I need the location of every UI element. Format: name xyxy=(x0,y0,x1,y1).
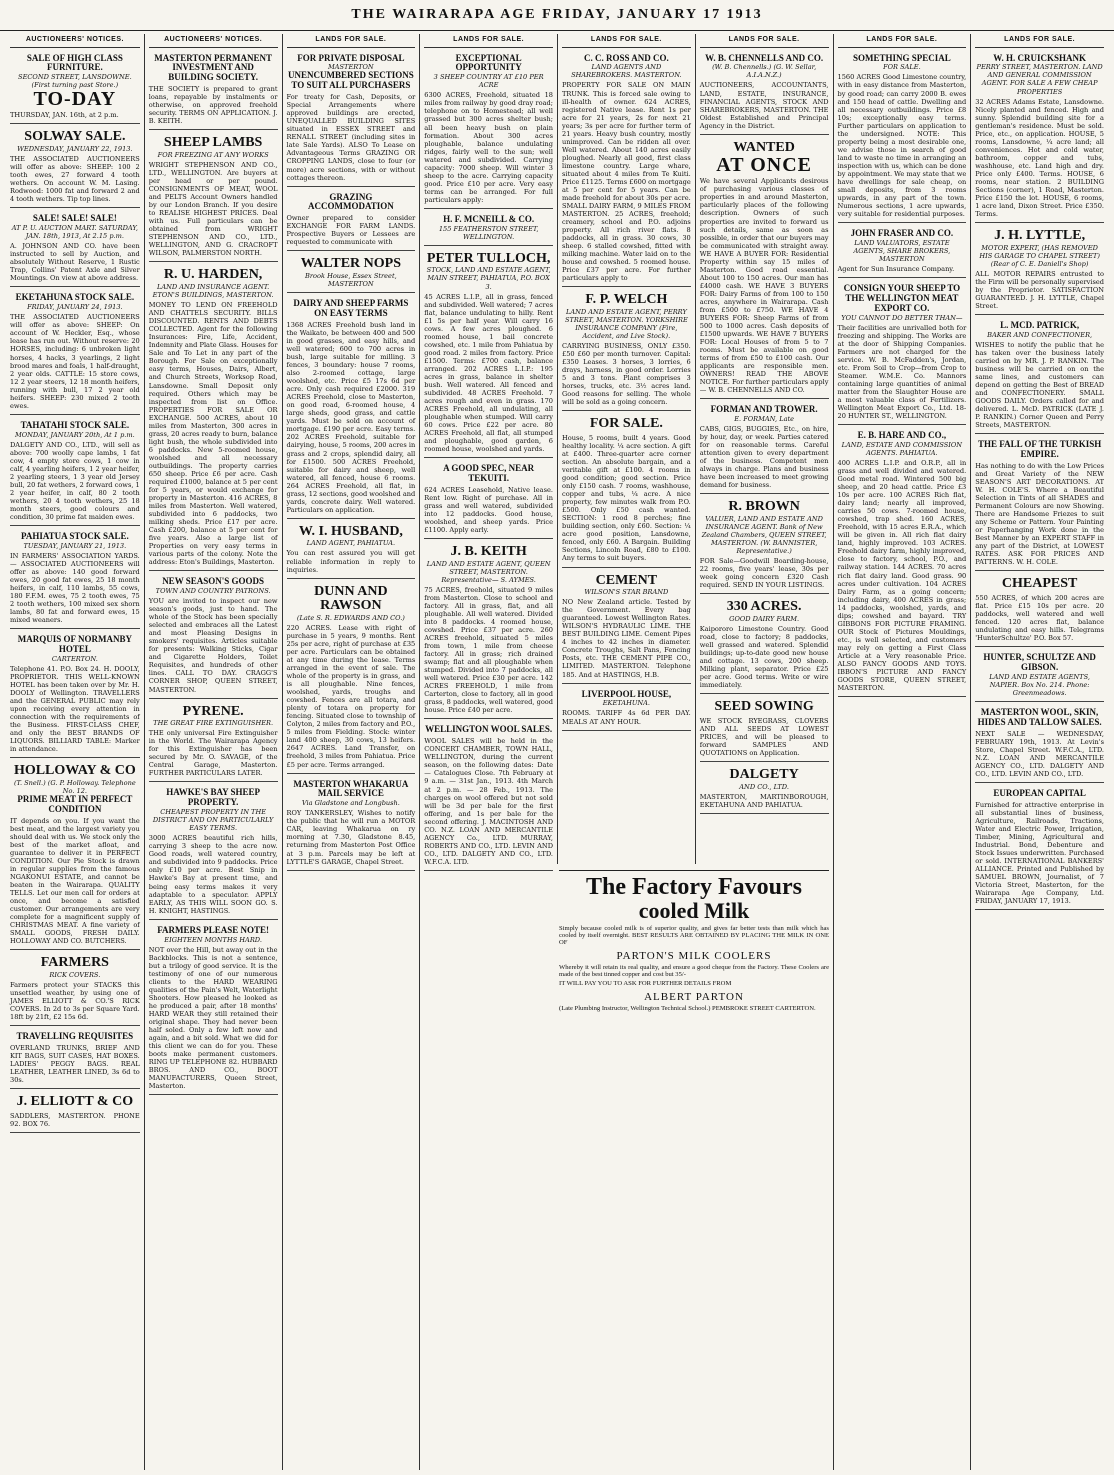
ad-subtitle: CARTERTON. xyxy=(51,654,98,663)
ad-body: 45 ACRES L.I.P., all in grass, fenced and subdivided. Well watered; 7 acres flat, balance undulating to hilly. Rent £1 5s per half year. Will carry 16 cows. A few acres ploughed. 6 roomed house, 1 bail concrete cowshed, etc. 1 mile from Pahiatua by good road. 2 miles from factory. Price £1500. Terms: £700 cash, balance arranged. 202 ACRES L.I.P.: 195 acres in grass, balance in shelter bush. Well watered. All fenced and subdivided. 48 ACRES Freehold. 7 acres rough and even in grass. 170 ACRES Freehold, all undulating, all ploughable when stumped. Will carry 60 cows. Price £22 per acre. 80 ACRES Freehold, all flat, all stumped and ploughable, good garden, 6 roomed house, woolshed and yards. xyxy=(424,292,553,454)
ad-title: W. B. CHENNELLS AND CO. xyxy=(705,52,824,63)
ad-subtitle: TOWN AND COUNTRY PATRONS. xyxy=(155,587,271,596)
advertisement xyxy=(562,414,691,567)
ad-body: CABS, GIGS, BUGGIES, Etc., on hire, by hour, day, or week. Parties catered for on reasonable terms. Careful attention given to every department of the business. Competent men always in charge. Plans and business have been increased to meet growing demand for business. xyxy=(699,425,829,490)
column-heading: LANDS FOR SALE. xyxy=(287,34,416,48)
ad-body: WOOL SALES will be held in the CONCERT CHAMBER, TOWN HALL, WELLINGTON, during the current season, on the following dates: Date — Catalogues Close. 7th February at 9 a.m. — 31st Jan., 1913. 4th March at 2 p.m. — 28 Feb., 1913. The charges on wool offered but not sold will be 3d per bale for the first offering, and 1s per bale for the second offering. J. MACINTOSH AND CO. N.Z. LOAN AND MERCANTILE AGENCY Co., LTD. MURRAY, ROBERTS AND CO., LTD. LEVIN AND CO., LTD. DALGETY AND CO., LTD. W.F.C.A. LTD. xyxy=(424,737,553,866)
advertisement xyxy=(10,529,140,629)
ad-subtitle: RICK COVERS. xyxy=(49,971,101,980)
ad-body: PROPERTY FOR SALE ON MAIN TRUNK. This is forced sale owing to ill-health of owner. 624 ACRES, registered Native lease. Rent 1s per acre for 21 years, 2s for next 21 years; 3s per acre for further term of 21 years. Heavy bush country, mostly unimproved. Can be ridden all over. Well watered. About 140 acres easily ploughed. Nearly all good, first class limestone country. Large whare, situated about 4 miles from Te Kuiti. Price £1125. Terms £600 on mortgage at 5 per cent for 5 years. Can be made freehold for about 30s per acre. SMALL DAIRY FARM, 9 MILES FROM MASTERTON. 25 ACRES, freehold; creamery, school and P.O. adjoins property. All rich river flats. 8 paddocks, all in grass. 30 cows, 30 sheep. 6 stalled cowshed, fitted with milking machine. Water laid on to the house and cowshed. 5 roomed house. Price £37 per acre. For further particulars apply to xyxy=(562,81,691,283)
advertisement xyxy=(424,212,553,246)
advertisement xyxy=(10,1092,140,1133)
ad-title: WALTER NOPS xyxy=(300,256,401,272)
ad-body: ALL MOTOR REPAIRS entrusted to the Firm will be personally supervised by the Proprietor. SATISFACTION GUARANTEED. J. H. LYTTLE, Chapel Street. xyxy=(975,269,1104,310)
ad-body: 220 ACRES. Lease with right of purchase in 5 years, 9 months. Rent 25s per acre, right of purchase at £35 per acre. Particulars can be obtained at any time during the lease. Terms arranged in the event of sale. The whole of the property is in grass, and is all ploughable. Nine fences, woolshed, yards, troughs and cowshed. Fences are all totara, and plenty of totara on property for fencing. Situated close to township of Colyton, 2 miles from factory and P.O., 5 miles from Fielding. Stock: winter land 400 sheep, 30 cows, 13 heifers. 2647 ACRES. Land Transfer, on freehold, 3 miles from Pahiatua. Price £5 per acre. Terms arranged. xyxy=(286,623,416,769)
ad-subtitle: LAND AGENT, PAHIATUA. xyxy=(306,539,396,548)
ad-body: SADDLERS, MASTERTON. PHONE 92. BOX 76. xyxy=(10,1111,140,1128)
advertisement xyxy=(10,761,140,950)
ad-title: PAHIATUA STOCK SALE. xyxy=(20,530,129,541)
factory-advertiser-name: ALBERT PARTON xyxy=(644,991,744,1004)
ad-subtitle: MONDAY, JANUARY 20th, At 1 p.m. xyxy=(15,430,135,439)
ad-subtitle: EIGHTEEN MONTHS HARD. xyxy=(164,935,262,944)
advertisement xyxy=(700,402,829,494)
advertisement xyxy=(424,722,553,870)
advertisement xyxy=(700,138,829,400)
advertisement xyxy=(700,497,829,594)
advertisement xyxy=(975,226,1104,315)
ad-subtitle: CHEAPEST PROPERTY IN THE DISTRICT AND ON PARTICULARLY EASY TERMS. xyxy=(152,808,274,833)
ad-body: NO New Zealand article. Tested by the Government. Every bag guaranteed. Lowest Wellington Rates. WILSON'S HYDRAULIC LIME. THE BEST BUILDING LIME. Cement Pipes 4 inches to 42 inches in diameter. Concrete Troughs, Salt Pans, Fencing Posts, etc. THE CEMENT PIPE CO., LIMITED. MASTERTON. Telephone 185. And at HASTINGS, H.B. xyxy=(562,598,691,679)
ad-body: CARRYING BUSINESS, ONLY £350. £50 £60 per month turnover. Capital: £350 Leases. 3 horses, 3 lorries, 6 drays, harness, in good order. Lorries 5 and 3 tons. Plant comprises 3 horses, trucks, etc. 3½ acres land. Good reasons for selling. The whole will be sold as a going concern. xyxy=(562,342,691,407)
column-heading: LANDS FOR SALE. xyxy=(838,34,967,48)
ad-subtitle: (Late S. R. EDWARDS AND CO.) xyxy=(296,613,405,622)
ad-title: SHEEP LAMBS xyxy=(163,135,263,151)
ad-body: Their facilities are unrivalled both for freezing and shipping. The Works are at the door of Shipping Companies. Farmers are not charged for the service. W. B. McFadden's, Jordan, etc. From Soil to Crop—from Crop to Steamer. W.M.E. Co. Mannors containing large quantities of animal matter from the Slaughter House are a most valuable class of Fertilizers. Wellington Meat Export Co., Ltd. 18-20 HUNTER ST., WELLINGTON. xyxy=(837,323,967,421)
advertisement xyxy=(424,461,553,539)
ad-subtitle: SECOND STREET, LANSDOWNE. (First turning past Store.) xyxy=(18,73,132,90)
ad-subtitle: Brook House, Essex Street, MASTERTON xyxy=(305,272,397,289)
ad-body: 400 ACRES L.I.P. and O.R.P., all in grass and well divided and watered. Good metal road. Wintered 500 big sheep, and 20 head cattle. Price £3 10s per acre. 100 ACRES Rich flat, dairy land; nearly all improved, carries 50 cows. 7-roomed house, cowshed, trap shed. 160 ACRES, Freehold, with 15 acres E.R.A., which will be given in. All rich flat dairy land, highly improved. 103 ACRES. Freehold dairy farm, highly improved, close to factory, school, P.O., and railway station. 144 ACRES. 70 acres rich flat dairy land. Good grass. 90 acres under cultivation. 104 ACRES Dairy Farm, as a going concern; including dairy, 400 ACRES in grass; 14 paddocks, woolshed, yards, and dips; cowshed and bayard. TRY GIBBONS FOR PICTURE FRAMING. OUR Stock of Pictures Mouldings, etc., is well selected, and customers may rely on getting a First Class Article at a Very reasonable Price. ALSO FANCY GOODS AND TOYS. IBBON'S PICTURE AND FANCY GOODS STORE, QUEEN STREET, MASTERTON. xyxy=(837,459,967,692)
ad-title: TRAVELLING REQUISITES xyxy=(16,1031,134,1042)
ad-title: FARMERS xyxy=(40,955,109,971)
ad-title: HOLLOWAY & CO xyxy=(13,763,136,779)
ad-subtitle: WEDNESDAY, JANUARY 22, 1913. xyxy=(17,145,133,154)
ad-body: DALGETY AND CO., LTD., will sell as above: 700 woolly cape lambs, 1 fat cow, 4 empty store cows, 1 cow in calf, 4 yearling heifers, 1 2 year heifer, 2 yearling steers, 1 3 year old Jersey bull, 20 fat wethers, 2 forward cows, 1 2 year heifer, in calf, 80 2 tooth wethers, 20 4 tooth wethers, 25 18 month steers, good colours and condition, 30 prime fat maiden ewes. xyxy=(10,440,140,521)
ad-body: 1560 ACRES Good Limestone country, with in easy distance from Masterton, by good road; can carry 2000 B. ewes and 150 head of cattle. Dwelling and all necessary outbuildings. Price £8 10s; exceptionally easy terms. Further particulars on application to the undersigned. NOTE: This property being a most desirable one, we advise those in search of good land to waste no time in arranging an inspection with us, which can be done by appointment. We may state that we have dwellings for sale cheap, on small deposits, from 3 rooms upwards, in any part of the town. Numerous sections, 1 acre upwards, very suitable for residential purposes. xyxy=(837,73,967,218)
ad-title: F. P. WELCH xyxy=(585,292,668,308)
ad-body: A. JOHNSON AND CO. have been instructed to sell by Auction, and absolutely Without Reserve, 1 Rustic Trap, Collins' Patent Axle and Silver Mountings. On view at above address. xyxy=(10,242,140,283)
factory-milk-ad xyxy=(559,870,829,1012)
ad-body: NEXT SALE — WEDNESDAY, FEBRUARY 19th, 1913. At Levin's Store, Chapel Street. W.F.C.A., LTD. N.Z. LOAN AND MERCANTILE AGENCY CO., LTD. DALGETY AND CO., LTD. LEVIN AND CO., LTD. xyxy=(975,729,1104,779)
ad-title: EUROPEAN CAPITAL xyxy=(993,788,1086,799)
advertisement xyxy=(10,51,140,125)
ad-body: Furnished for attractive enterprise in all substantial lines of business, Agriculture, Railroads, Tractions, Water and Electric Power, Irrigation, Timber, Mining, Agricultural and Industrial. Bond, Debenture and Stock Issues underwritten. Purchased or sold. INTERNATIONAL BANKERS' ALLIANCE. Printed and Published by SAMUEL BROWN, Journalist, of 7 Victoria Street, Masterton, for the Wairarapa Age Company, Ltd. FRIDAY, JANUARY 17, 1913. xyxy=(975,801,1104,906)
ad-title: FARMERS PLEASE NOTE! xyxy=(157,924,270,935)
advertisement xyxy=(10,953,140,1026)
ad-subtitle: WILSON'S STAR BRAND xyxy=(584,588,669,597)
ad-body: 1368 ACRES Freehold bush land in the Waikato, be between 400 and 500 in good grasses, and easy hills, and well watered; 600 to 700 acres in bush, large suitable for milling. 3 fences, 3 boundary: house 7 rooms, also 2-roomed cottage, large woolshed, etc. Price £5 17s 6d per acre. Only cash required £2000. 319 ACRES Freehold, close to Masterton, on good road, 6-roomed house, 4 large sheds, good grass, and cattle yards. Must be sold on account of mortgage. £190 per acre. Easy terms. 202 ACRES Freehold, suitable for dairying, house, 5 rooms, 200 acres in grass and 2 crops, splendid dairy, all for £1500. 500 ACRES Freehold, suitable for dairy and sheep, well watered, all fenced, house 6 rooms. 264 ACRES Freehold, all flat, in grass, 12 sections, good woolshed and yards, concrete dairy. Well watered. Particulars on application. xyxy=(286,321,416,514)
ad-subtitle: LAND AND ESTATE AGENT, QUEEN STREET, MASTERTON. Representative— S. AYMES. xyxy=(426,559,551,584)
ad-title: SEED SOWING xyxy=(714,699,814,715)
advertisement xyxy=(975,318,1104,434)
ad-display-line: AT ONCE xyxy=(716,154,812,177)
advertisement xyxy=(10,418,140,526)
advertisement xyxy=(149,702,278,783)
advertisement xyxy=(562,290,691,411)
ad-title: WELLINGTON WOOL SALES. xyxy=(425,724,553,735)
column-heading: LANDS FOR SALE. xyxy=(975,34,1104,48)
ad-body: THURSDAY, JAN. 16th, at 2 p.m. xyxy=(10,111,119,120)
ad-title: EKETAHUNA STOCK SALE. xyxy=(15,292,135,303)
ad-subtitle: AND CO., LTD. xyxy=(739,782,789,791)
ad-subtitle: FOR SALE. xyxy=(883,63,921,72)
ad-title: MARQUIS OF NORMANBY HOTEL xyxy=(17,634,132,655)
ad-subtitle: LAND AND INSURANCE AGENT. ETON'S BUILDINGS, MASTERTON. xyxy=(152,283,274,300)
ad-title: 330 ACRES. xyxy=(726,599,802,615)
advertisement xyxy=(149,574,278,698)
column-7 xyxy=(833,34,971,1470)
ad-display-line: UNENCUMBERED SECTIONS TO SUIT ALL PURCHASERS xyxy=(287,70,414,91)
ad-title: WANTED xyxy=(733,139,795,155)
advertisement xyxy=(562,571,691,684)
factory-headline-1: The Factory Favours xyxy=(586,874,802,900)
ad-body: 3000 ACRES beautiful rich hills, carrying 3 sheep to the acre now. Good roads, well watered country, and subdivided into 9 paddocks. Price only £10 per acre. Best Snip in Hawke's Bay at present time, and being easy terms makes it very adaptable to a speculator. APPLY EARLY, AS THIS WILL SOON GO. S. H. KNIGHT, HASTINGS. xyxy=(148,834,278,915)
ad-title: SALE OF HIGH CLASS FURNITURE. xyxy=(26,52,123,73)
ad-body: 6300 ACRES, Freehold, situated 18 miles from railway by good dray road; telephone on to Homestead; all well grassed but 300 acres shelter bush; all been heavy bush on plain formation. About 300 acres ploughable, balance undulating ridges, fairly well to the sun; well watered and subdivided. Carrying capacity: 7000 sheep. Will winter 3 sheep to the acre. Carrying capacity good. Price £10 per acre. Very easy terms can be arranged. For full particulars apply: xyxy=(424,91,553,204)
ad-subtitle: FRIDAY, JANUARY 24, 1913. xyxy=(27,303,123,312)
ad-body: IT depends on you. If you want the best meat, and the largest variety you should deal with us. We stock only the best of the market afloat, and guarantee to deliver it in PERFECT CONDITION. Our Pie Stock is drawn in regular supplies from the famous NGAKONUI ESTATE, and cannot be beaten in the Wairarapa. QUALITY TELLS. Let our men call for orders at once, and become a satisfied customer. Our arrangements are very complete for a magnificent supply of CHRISTMAS MEAT. A fine variety of SMALL GOODS, FRESH DAILY. HOLLOWAY AND CO. BUTCHERS. xyxy=(10,816,140,946)
advertisement xyxy=(562,51,691,288)
ad-title: CHEAPEST xyxy=(1001,576,1078,592)
ad-body: Kaipororo Limestone Country. Good road, close to factory; 8 paddocks, well grassed and watered. Splendid buildings; up-to-date good new house and cottage. 13 cows, 200 sheep. Milking plant, separator. Price £25 per acre. Good terms. Write or wire immediately. xyxy=(699,625,829,690)
column-heading: AUCTIONEERS' NOTICES. xyxy=(10,34,140,48)
ad-subtitle: Via Gladstone and Longbush. xyxy=(301,799,400,808)
advertisement xyxy=(149,51,278,131)
ad-body: THE SOCIETY is prepared to grant loans, repayable by instalments or otherwise, on approved freehold security. TERMS ON APPLICATION. J. B. KEITH. xyxy=(148,85,278,126)
advertisement xyxy=(975,51,1104,223)
ad-body: Telephone 41. P.O. Box 24. H. DOOLY, PROPRIETOR. THIS WELL-KNOWN HOTEL has been taken over by Mr. H. DOOLY of Wellington. TRAVELLERS and the GENERAL PUBLIC may rely upon receiving every attention in connection with the requirements of the Business. FIRST-CLASS CHEF, and only the BEST BRANDS OF LIQUORS. BILLIARD TABLE: Marker in attendance. xyxy=(10,664,140,754)
ad-title: FOR PRIVATE DISPOSAL xyxy=(297,52,405,63)
ad-subtitle: LAND AND ESTATE AGENT, PERRY STREET, MASTERTON. YORKSHIRE INSURANCE COMPANY (Fire, Accident, and Live Stock). xyxy=(564,307,688,341)
column-6 xyxy=(695,34,833,864)
advertisement xyxy=(10,290,140,414)
ad-subtitle: VALUER, LAND AND ESTATE AND INSURANCE AGENT. Bank of New Zealand Chambers, QUEEN STREET, MASTERTON. (W. BANNISTER, Representative.) xyxy=(701,515,827,556)
ad-title: FOR SALE. xyxy=(589,416,663,432)
ad-title: J. H. LYTTLE, xyxy=(994,228,1086,244)
factory-body-1: Simply because cooled milk is of superior quality, and gives far better tests than milk which has cooled by itself overnight. BEST RESULTS ARE OBTAINED BY PLACING THE MILK IN ONE OF xyxy=(559,925,829,947)
ad-title: MASTERTON WHAKARUA MAIL SERVICE xyxy=(293,778,409,799)
advertisement xyxy=(700,51,829,135)
ad-title: HAWKE'S BAY SHEEP PROPERTY. xyxy=(166,787,261,808)
ad-body: THE ASSOCIATED AUCTIONEERS will offer as above: SHEEP: On account of W. Heckler, Esq., whose lease has run out. Without reserve: 20 HORSES, including: 6 unbroken light horses, 4 hacks, 3 yearlings, 2 light brood mares and foals, 1 half-draught, 2 year olds. CATTLE: 15 store cows, 12 2 year steers, 12 18 month heifers, running with bull, 17 2 year old heifers. SHEEP: 230 mixed 2 tooth ewes. xyxy=(10,313,140,410)
ad-subtitle: 155 FEATHERSTON STREET, WELLINGTON. xyxy=(438,224,539,241)
ad-body: THE only universal Fire Extinguisher in the World. The Wairarapa Agency for this Extinguisher has been secured by Mr. O. SAVAGE, of the Central Garage, Masterton. FURTHER PARTICULARS LATER. xyxy=(148,729,278,778)
ad-body: 624 ACRES Leasehold, Native lease. Rent low. Right of purchase. All in grass and well watered, subdivided into 12 paddocks. Good house, woolshed, and sheep yards. Price £1100. Apply early. xyxy=(424,485,553,535)
column-heading: LANDS FOR SALE. xyxy=(700,34,829,48)
ad-body: IN FARMERS' ASSOCIATION YARDS.— ASSOCIATED AUCTIONEERS will offer as above: 140 good forward ewes, 20 good fat ewes, 25 18 month heifers, in calf, 110 lambs, 55 cows, 180 F.F.M. ewes, 75 2 tooth ewes, 75 2 tooth wethers, 100 mixed sex shorn lambs, 80 fat and forward ewes, 15 mixed weaners. xyxy=(10,551,140,625)
ad-title: LIVERPOOL HOUSE, xyxy=(581,688,672,699)
advertisement xyxy=(149,265,278,571)
ad-title: R. U. HARDEN, xyxy=(163,267,263,283)
ad-subtitle: LAND VALUATORS, ESTATE AGENTS, SHARE BROKERS, MASTERTON xyxy=(853,238,951,263)
ad-title: MASTERTON WOOL, SKIN, HIDES AND TALLOW SALES. xyxy=(977,707,1102,728)
ad-body: House, 5 rooms, built 4 years. Good healthy locality. ¼ acre section. A gift at £400. Three-quarter acre corner section. An absolute bargain, and a veritable gift at £100. 4 rooms in good condition; good section. Price only £150 cash. 7 rooms, washhouse, copper and tubs, ¼ acre. A nice property, few minutes walk from P.O. £500. Only £50 cash wanted. SECTION: 1 rood 8 perches; fine building section, only £60. Section: ¼ acre good position, Lansdowne, fenced, only £60. A Bargain. Building Sections, Lincoln Road, £80 to £100. Any terms to suit buyers. xyxy=(562,434,691,563)
ad-body: NOT over the Hill, but away out in the Backblocks. This is not a sentence, but a trilogy of good service. It is the testimony of one of our numerous clients to the HARD WEARING qualities of the Pain's Welt, Waterlight Shooters. How pleased he looked as he produced a pair, after 18 months' HARD WEAR they still retained their original shape. They had never been half soled. Only a few left now and again, and a bit sold. What we did for this client we can do for you. These boots make permanent customers. RING UP TELEPHONE 82. HUBBARD BROS. AND CO., BOOT MANUFACTURERS, Queen Street, Masterton. xyxy=(148,945,278,1091)
ad-subtitle: PERRY STREET, MASTERTON. LAND AND GENERAL COMMISSION AGENT. FOR SALE A FEW CHEAP PROPERTIES xyxy=(976,63,1103,96)
advertisement xyxy=(10,211,140,287)
ad-body: 550 ACRES, of which 200 acres are flat. Price £15 10s per acre. 20 paddocks, well watered and well fenced. 120 acres flat, balance undulating and easy hills. Telegrams 'HunterSchultze' P.O. Box 57. xyxy=(975,594,1104,643)
ad-subtitle: MASTERTON xyxy=(328,63,374,72)
ad-title: R. BROWN xyxy=(728,499,800,515)
ad-display-line: PRIME MEAT IN PERFECT CONDITION xyxy=(17,794,133,814)
ad-title: SOMETHING SPECIAL xyxy=(852,52,951,63)
ad-title: A GOOD SPEC, NEAR TEKUITI. xyxy=(443,463,535,484)
ad-title: W. I. HUSBAND, xyxy=(298,523,403,539)
ad-title: W. H. CRUICKSHANK xyxy=(993,52,1086,63)
ad-body: ROY TANKERSLEY, Wishes to notify the public that he will run a MOTOR CAR, leaving Whakarua on ry morning at 7.30, Gladstone 8.45, returning from Masterton Post Office at 3 p.m. Parcels may be left at LYTTLE'S GARAGE, Chapel Street. xyxy=(286,809,416,866)
ad-body: You can rest assured you will get reliable information in reply to inquiries. xyxy=(286,549,416,574)
factory-headline-2: cooled Milk xyxy=(638,898,750,923)
ad-body: WRIGHT STEPHENSON AND CO., LTD., WELLINGTON. Are buyers at per head or per pound. CONSIGNMENTS OF MEAT, WOOL and PELTS Account Owners handled by our London Branch. If you desire to REALISE HIGHEST PRICES. Deal with us. Full particulars can be obtained from WRIGHT STEPHENSON AND CO., LTD., WELLINGTON, AND G. CRACROFT WILSON, PALMERSTON NORTH. xyxy=(148,161,278,258)
column-1 xyxy=(6,34,144,1470)
ad-subtitle: AT P. U. AUCTION MART. SATURDAY, JAN. 18th, 1913, At 2.15 p.m. xyxy=(11,224,138,241)
ad-body: OVERLAND TRUNKS, BRIEF AND KIT BAGS, SUIT CASES, HAT BOXES. LADIES' PEGGY BAGS. REAL LEATHER, LEATHER LINED, 3s 6d to 30s. xyxy=(10,1044,140,1085)
advertisement xyxy=(287,190,416,252)
ad-body: ROOMS. TARIFF 4s 6d PER DAY. MEALS AT ANY HOUR. xyxy=(562,709,691,726)
factory-body-3: IT WILL PAY YOU TO ASK FOR FURTHER DETAILS FROM xyxy=(559,980,732,988)
column-3 xyxy=(282,34,420,1470)
ad-body: YOU are invited to inspect our new season's goods, just to hand. The whole of the Stock has been specially selected and embraces all the Latest and most Pleasing Designs in smokers' requisites. Articles suitable for presents: Walking Sticks, Cigar and Cigarette Holders, Toilet Requisites, and hundreds of other lines. CALL TO DAY. CRAGG'S CORNER SHOP, QUEEN STREET, MASTERTON. xyxy=(148,597,278,694)
advertisement xyxy=(975,705,1104,783)
advertisement xyxy=(975,574,1104,647)
ad-title: SALE! SALE! SALE! xyxy=(32,213,117,224)
column-8 xyxy=(970,34,1108,1470)
ad-title: PYRENE. xyxy=(182,703,244,719)
advertisement xyxy=(10,632,140,758)
ad-body: MONEY TO LEND ON FREEHOLD AND CHATTELS SECURITY. BILLS DISCOUNTED. RENTS AND DEBTS COLLECTED. Agent for the following Insurances: Fire, Life, Accident, Indemnity and Plate Glass. Houses for Sale and To Let in any part of the Borough. For Sale on exceptionally easy terms, Houses, Dairs, Albert, and Church Streets, Worksop Road, Lansdowne. Small Deposit only required. Others which may be inspected from list on Office. PROPERTIES FOR SALE OR EXCHANGE. 500 ACRES, about 10 miles from Masterton, 300 acres in grass, 20 acres ready to burn, balance light bush, the whole subdivided into 6 paddocks. New 5-roomed house, woolshed and all necessary outbuildings. The property carries 650 sheep. Price £6 per acre. Cash required £1000, balance at 5 per cent for 5 years, or would exchange for property in Masterton. 416 ACRES, 8 miles from Masterton. Well watered, subdivided into 6 paddocks, two milking sheds. Price £17 per acre. Cash £200, balance at 5 per cent for five years. Also a large list of Properties on very easy terms in various parts of the colony. Note the address: Eton's Buildings, Masterton. xyxy=(148,301,278,567)
ad-title: DUNN AND RAWSON xyxy=(314,583,388,614)
ad-body: Owner prepared to consider EXCHANGE FOR FARM LANDS. Prospective Buyers or Lessees are requested to communicate with xyxy=(286,214,416,247)
advertisement xyxy=(700,697,829,762)
ad-subtitle: THE GREAT FIRE EXTINGUISHER. xyxy=(153,719,274,728)
advertisement xyxy=(975,437,1104,571)
ad-title: CEMENT xyxy=(595,572,658,588)
ad-subtitle: E. FORMAN, Late xyxy=(734,415,795,424)
ad-title: HUNTER, SCHULTZE AND GIBSON. xyxy=(983,652,1096,673)
ad-subtitle: (T. Snell.) (G. P. Holloway. Telephone No. 12. xyxy=(13,779,136,796)
advertisement xyxy=(700,765,829,814)
ad-subtitle: EKETAHUNA. xyxy=(602,699,651,708)
column-2 xyxy=(144,34,282,1470)
ad-subtitle: TUESDAY, JANUARY 21, 1913. xyxy=(23,541,127,550)
ad-title: DAIRY AND SHEEP FARMS ON EASY TERMS xyxy=(293,298,409,319)
ad-body: 75 ACRES, freehold, situated 9 miles from Masterton. Close to school and factory. All in grass, flat, and all ploughable. All well watered. Divided into 8 paddocks. 4 roomed house, cowshed. Price £37 per acre. 260 ACRES freehold, situated 5 miles from town, 1 mile from cheese factory. All in grass; rich drained swamp; flat and all ploughable when stumped. Divided into 7 paddocks, all well watered. Price £30 per acre. 142 ACRES FREEHOLD, 1 mile from Carterton, close to factory, all in good grass, 8 paddocks, well watered, good house. Price £40 per acre. xyxy=(424,585,553,715)
ad-display-line: TO-DAY xyxy=(33,88,117,111)
advertisement xyxy=(287,777,416,871)
ad-title: SOLWAY SALE. xyxy=(24,129,126,145)
advertisement xyxy=(287,296,416,519)
column-heading: AUCTIONEERS' NOTICES. xyxy=(149,34,278,48)
ad-subtitle: YOU CANNOT DO BETTER THAN— xyxy=(841,313,963,322)
ad-body: 32 ACRES Adams Estate, Lansdowne. Nicely planted and fenced. High and sunny. Splendid building site for a gentleman's residence. Must be sold. Price, etc., on application. HOUSE, 5 rooms, Lansdowne, ¼ acre land; all conveniences. Hot and cold water, bathroom, copper and tubs, washhouse, etc. Land high and dry. Price only £400. Terms. HOUSE, 6 rooms, near station. 2 BUILDING Sections (corner), 1 Road, Masterton. Price £150 the lot. HOUSE, 6 rooms, 1 acre land, Dixon Street. Price £350. Terms. xyxy=(975,97,1104,218)
ad-title: FORMAN AND TROWER. xyxy=(710,404,818,415)
advertisement xyxy=(10,1029,140,1089)
advertisement xyxy=(424,249,553,458)
advertisement xyxy=(424,542,553,719)
ad-body: THE ASSOCIATED AUCTIONEERS will offer as above: SHEEP: 100 2 tooth ewes, 27 forward 4 tooth wethers. On account W. M. Lasing. Rodwood: 1000 fat and forward 2 and 4 tooth wethers. Tip top lines. xyxy=(10,155,140,204)
ad-subtitle: (W. B. Chennells.) (G. W. Sellar, A.I.A.N.Z.) xyxy=(712,63,817,80)
ad-body: For treaty for Cash, Deposits, or Special Arrangements where approved buildings are erected, UNEQUALLED BUILDING SITES situated in ESSEX STREET and RENALL STREET (including sites in late Sale Yards). ALSO To Lease on Advantageous Terms GRAZING OR CROPPING LANDS, close to four (or more) acre sections, with or without cottages thereon. xyxy=(286,93,416,182)
ad-subtitle: GOOD DAIRY FARM. xyxy=(729,615,800,624)
ad-subtitle: STOCK, LAND AND ESTATE AGENT, MAIN STREET, PAHIATUA, P.O. BOX 3. xyxy=(426,266,551,291)
advertisement xyxy=(838,281,967,425)
factory-footer: (Late Plumbing Instructor, Wellington Technical School.) PEMBROKE STREET CARTERTON. xyxy=(559,1005,816,1013)
ad-title: CONSIGN YOUR SHEEP TO THE WELLINGTON MEAT EXPORT CO. xyxy=(843,283,961,313)
advertisement xyxy=(149,923,278,1095)
ad-title: E. B. HARE AND CO., xyxy=(857,430,947,441)
advertisement xyxy=(838,226,967,278)
advertisement xyxy=(149,133,278,262)
ad-body: FOR Sale—Goodwill Boarding-house, 22 rooms, five years' lease, 30s per week going concern £320 Cash required. SEND IN YOUR LISTINGS. xyxy=(699,557,829,590)
ad-title: H. F. MCNEILL & CO. xyxy=(443,213,535,224)
column-5 xyxy=(557,34,695,864)
column-heading: LANDS FOR SALE. xyxy=(424,34,553,48)
ad-body: WE STOCK RYEGRASS, CLOVERS AND ALL SEEDS AT LOWEST PRICES, and will be pleased to forward SAMPLES AND QUOTATIONS on Application. xyxy=(699,717,829,758)
ad-title: L. MCD. PATRICK, xyxy=(1000,319,1080,330)
ad-subtitle: MOTOR EXPERT, (HAS REMOVED HIS GARAGE TO CHAPEL STREET) (Rear of C. E. Daniell's Shop) xyxy=(979,243,1100,268)
column-heading: LANDS FOR SALE. xyxy=(562,34,691,48)
ad-title: C. C. ROSS AND CO. xyxy=(583,52,669,63)
ad-title: EXCEPTIONAL OPPORTUNITY xyxy=(455,52,522,73)
advertisement xyxy=(287,51,416,187)
ad-title: NEW SEASON'S GOODS xyxy=(162,576,265,587)
ad-title: THE FALL OF THE TURKISH EMPIRE. xyxy=(978,439,1102,460)
ad-body: MASTERTON, MARTINBOROUGH, EKETAHUNA AND PAHIATUA. xyxy=(699,792,829,809)
ad-title: TAHATAHI STOCK SALE. xyxy=(20,419,130,430)
ad-subtitle: FOR FREEZING AT ANY WORKS xyxy=(157,151,269,160)
factory-product: PARTON'S MILK COOLERS xyxy=(616,950,772,963)
ad-subtitle: BAKER AND CONFECTIONER, xyxy=(987,330,1093,339)
advertisement xyxy=(287,254,416,293)
advertisement xyxy=(562,687,691,731)
advertisement xyxy=(287,582,416,774)
ad-body: Agent for Sun Insurance Company. xyxy=(837,265,955,273)
column-4 xyxy=(419,34,557,1470)
ad-title: J. B. KEITH xyxy=(450,544,527,560)
advertisement xyxy=(10,127,140,208)
ad-title: PETER TULLOCH, xyxy=(426,250,551,266)
ad-title: MASTERTON PERMANENT INVESTMENT AND BUILDING SOCIETY. xyxy=(154,52,273,83)
ad-title: GRAZING ACCOMMODATION xyxy=(307,191,394,212)
ad-title: J. ELLIOTT & CO xyxy=(16,1094,134,1110)
advertisement xyxy=(700,597,829,694)
ad-subtitle: LAND AGENTS AND SHAREBROKERS. MASTERTON. xyxy=(571,63,682,80)
advertisement xyxy=(838,428,967,697)
advertisement xyxy=(975,786,1104,910)
columns-container xyxy=(6,34,1108,1470)
ad-subtitle: LAND AND ESTATE AGENTS, NAPIER. Box No. 214. Phone: Greenmeadows. xyxy=(989,673,1090,698)
advertisement xyxy=(838,51,967,223)
advertisement xyxy=(149,785,278,919)
ad-body: Has nothing to do with the Low Prices and Great Variety of the NEW SEASON'S ART DECORATIONS. AT W. H. COLE'S. Where a Beautiful Selection in Tints of all SHADES and Permanent Colours are now Showing. There are Handsome Friezes to suit any Scheme or Pattern. Your Painting or Paperhanging Work done in the Best Manner by an EXPERT STAFF in any part of the District, at LOWEST RATES. ASK FOR PRICES AND PATTERNS. W. H. COLE. xyxy=(975,462,1104,567)
ad-body: Farmers protect your STACKS this unsettled weather, by using one of JAMES ELLIOTT & CO.'S RICK COVERS. In 2d to 3s per Square Yard. 18ft by 21ft, £2 15s 6d. xyxy=(10,981,140,1022)
ad-body: We have several Applicants desirous of purchasing various classes of properties in and around Masterton, particularly places of the following description. Owners of such properties are invited to forward us such details, same as soon as possible, in order that our buyers may be communicated with straight away. WE HAVE A BUYER FOR: Residential Property within say 15 miles of Masterton. Good road essential. About 100 to 150 acres. Our man has £4000 cash. WE HAVE 3 BUYERS FOR: Dairy Farms of from 100 to 150 acres, anywhere in Wairarapa. Cash from £500 to £750. WE HAVE 4 BUYERS FOR: Sheep Farms of from 500 to 1000 acres. Cash deposits of £1500 upwards. WE HAVE 7 BUYERS FOR: Local Houses of from 5 to 7 rooms. Must be available on good terms of from £50 to £100 cash. Our applicants are responsible men. OWNERS! READ THE ABOVE NOTICE. For further particulars apply— W. B. CHENNELLS AND CO. xyxy=(699,177,829,395)
newspaper-masthead: THE WAIRARAPA AGE FRIDAY, JANUARY 17 1913 xyxy=(0,0,1114,31)
ad-title: JOHN FRASER AND CO. xyxy=(850,228,954,239)
factory-body-2: Whereby it will retain its real quality, and ensure a good cheque from the Factory. These Coolers are made of the best tinned copper and cost but 35/- xyxy=(559,964,829,979)
advertisement xyxy=(424,51,553,209)
advertisement xyxy=(287,522,416,579)
advertisement xyxy=(975,650,1104,702)
ad-title: DALGETY xyxy=(729,767,799,783)
ad-subtitle: 3 SHEEP COUNTRY AT £10 PER ACRE xyxy=(433,73,544,90)
ad-subtitle: LAND, ESTATE AND COMMISSION AGENTS. PAHIATUA. xyxy=(841,441,963,458)
ad-body: WISHES to notify the public that he has taken over the business lately carried on by MR. J. P. RANKIN. The business will be carried on on the same lines, and customers can depend on getting the Best of BREAD and CONFECTIONERY. SMALL GOODS DAILY. Orders called for and delivered. L. McD. PATRICK (LATE J. P. RANKIN.) Corner Queen and Perry Streets, MASTERTON. xyxy=(975,340,1104,430)
ad-body: AUCTIONEERS, ACCOUNTANTS, LAND, ESTATE, INSURANCE, FINANCIAL AGENTS, STOCK AND SHAREBROKERS, MASTERTON. THE Oldest Established and Principal Agency in the District. xyxy=(699,81,829,130)
